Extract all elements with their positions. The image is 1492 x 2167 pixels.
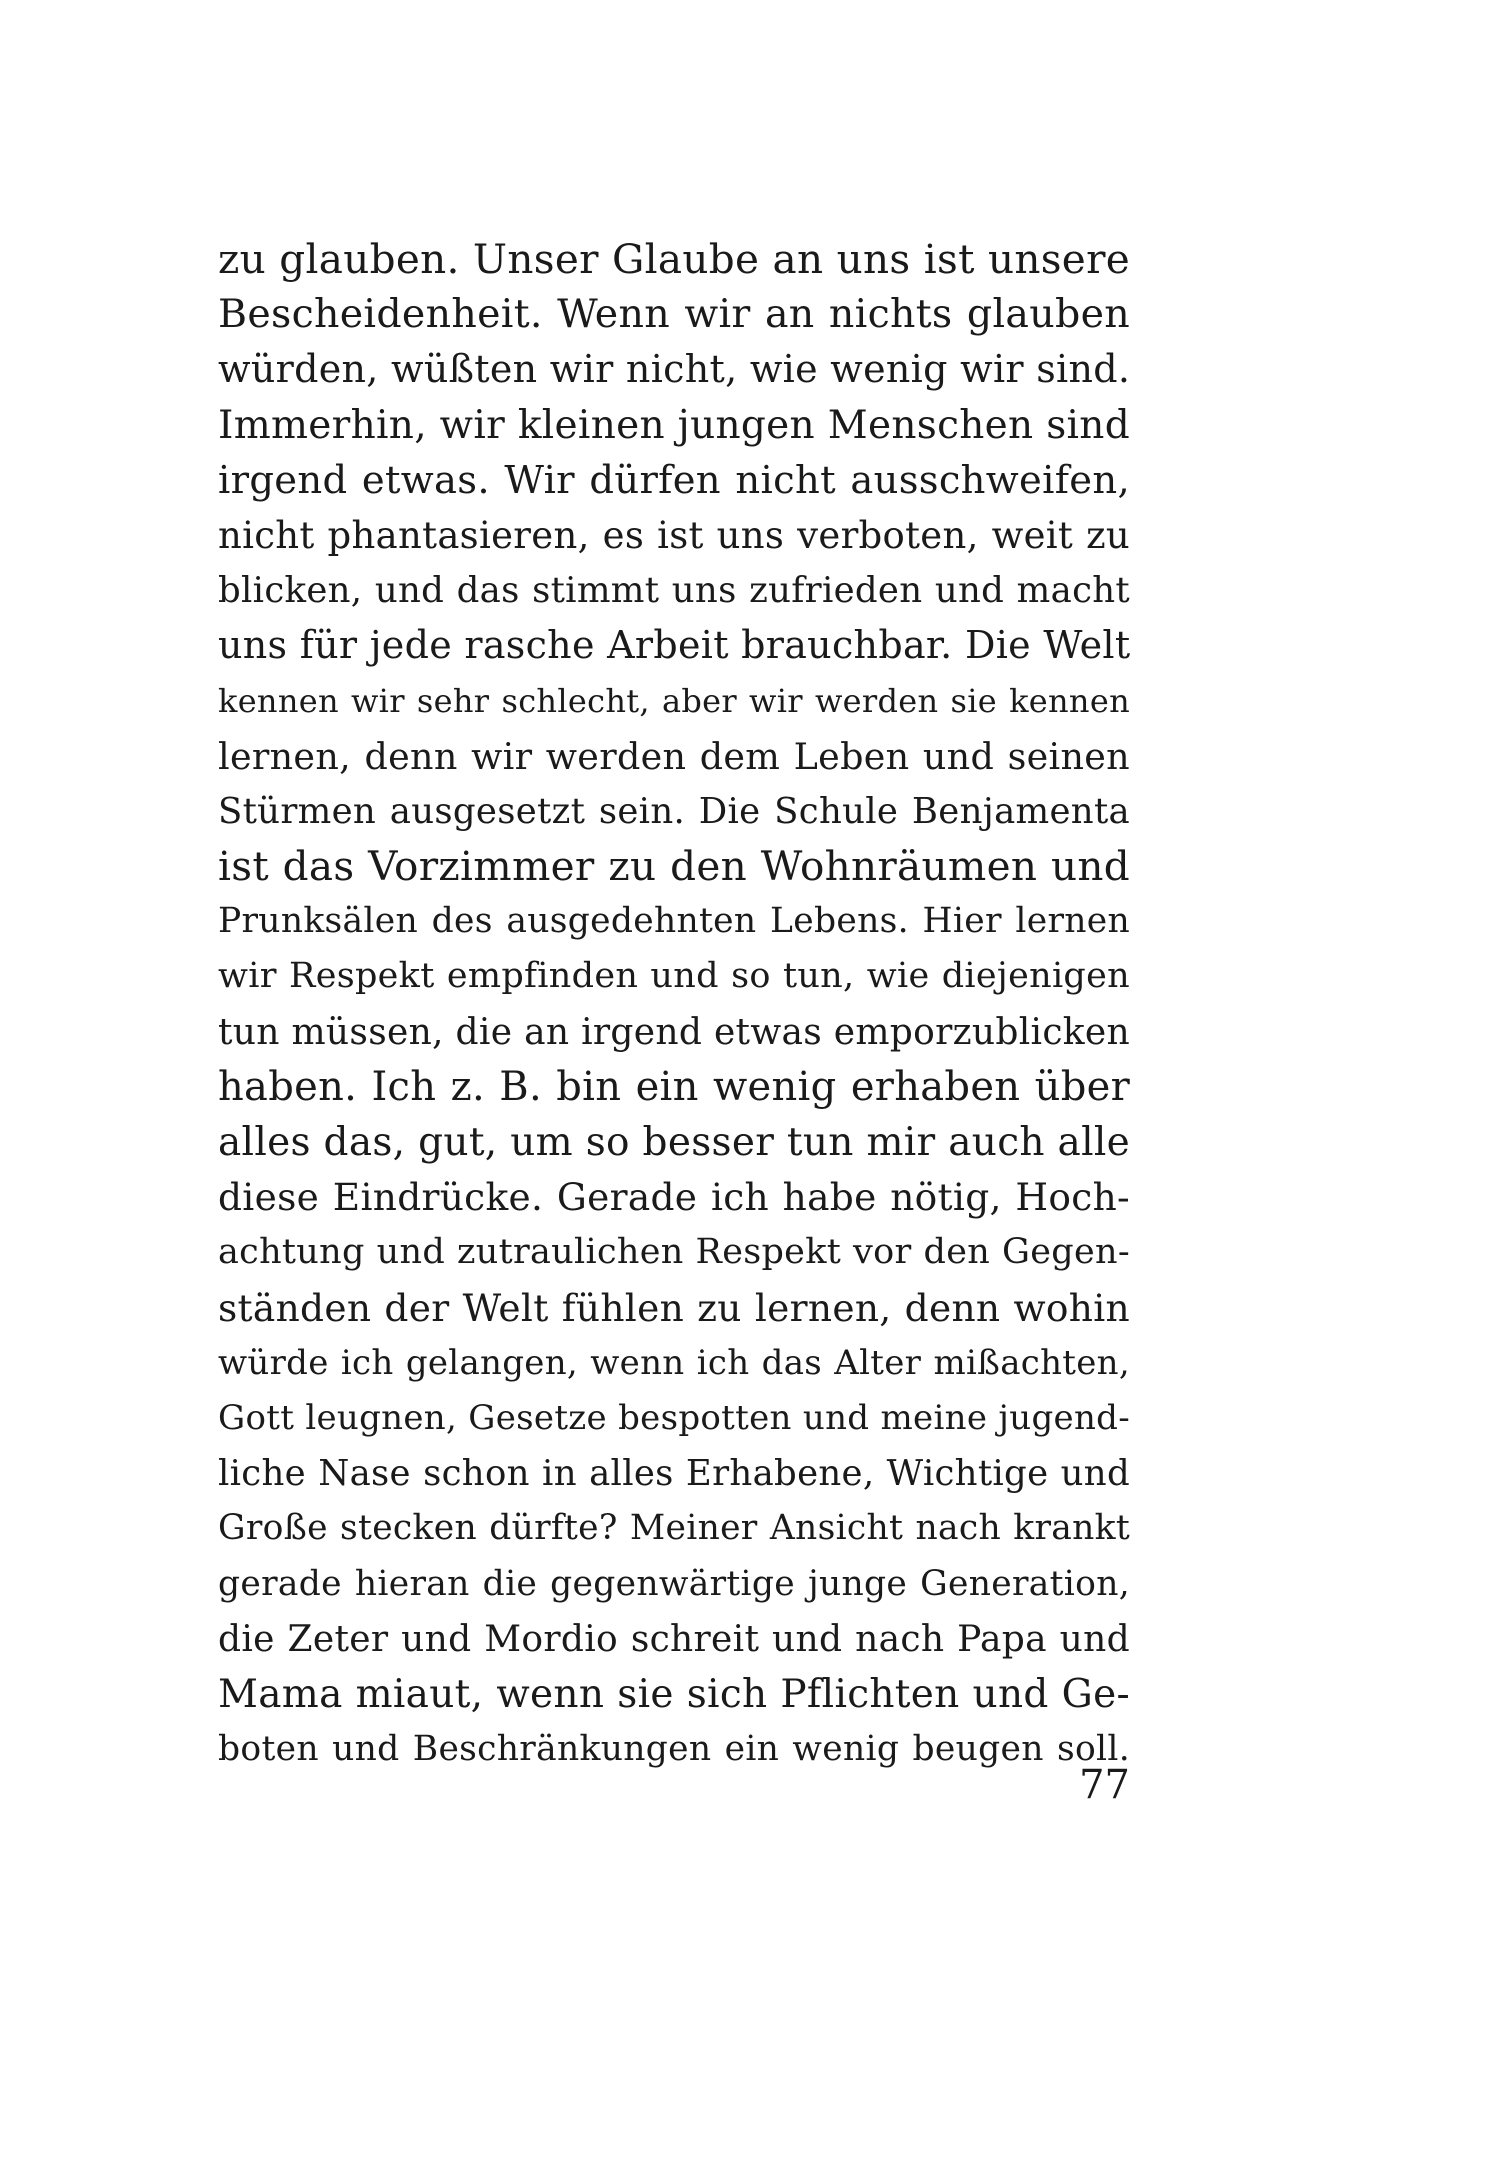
text-line: Gott leugnen, Gesetze bespotten und meine jugend-: [218, 1397, 1130, 1438]
text-line: achtung und zutraulichen Respekt vor den Gegen-: [218, 1232, 1130, 1273]
text-line: gerade hieran die gegenwärtige junge Generation,: [218, 1563, 1130, 1604]
text-line: haben. Ich z. B. bin ein wenig erhaben über: [218, 1063, 1130, 1110]
text-line: irgend etwas. Wir dürfen nicht ausschweifen,: [218, 457, 1130, 503]
body-text: [218, 232, 1130, 1777]
text-line: ständen der Welt fühlen zu lernen, denn wohin: [218, 1285, 1130, 1330]
text-line: Mama miaut, wenn sie sich Pflichten und Ge-: [218, 1671, 1130, 1717]
text-line: alles das, gut, um so besser tun mir auch alle: [218, 1120, 1130, 1165]
text-line: Immerhin, wir kleinen jungen Menschen sind: [218, 402, 1130, 448]
text-line: ist das Vorzimmer zu den Wohnräumen und: [218, 842, 1130, 891]
text-line: zu glauben. Unser Glaube an uns ist unsere: [218, 235, 1130, 283]
text-line: tun müssen, die an irgend etwas emporzublicken: [218, 1011, 1130, 1053]
page-number: 77: [1079, 1762, 1130, 1808]
text-line: lernen, denn wir werden dem Leben und seinen: [218, 734, 1130, 778]
text-line: kennen wir sehr schlecht, aber wir werden sie kennen: [218, 681, 1130, 720]
text-line: Bescheidenheit. Wenn wir an nichts glauben: [218, 291, 1130, 338]
text-line: boten und Beschränkungen ein wenig beugen soll.: [218, 1729, 1130, 1770]
text-line: würde ich gelangen, wenn ich das Alter mißachten,: [218, 1342, 1130, 1383]
text-line: Stürmen ausgesetzt sein. Die Schule Benjamenta: [218, 790, 1130, 832]
text-line: Große stecken dürfte? Meiner Ansicht nach krankt: [218, 1508, 1130, 1549]
text-line: blicken, und das stimmt uns zufrieden und macht: [218, 570, 1130, 612]
text-line: würden, wüßten wir nicht, wie wenig wir sind.: [218, 347, 1131, 392]
text-line: uns für jede rasche Arbeit brauchbar. Die Welt: [218, 623, 1131, 668]
text-line: liche Nase schon in alles Erhabene, Wichtige und: [218, 1453, 1130, 1495]
text-line: Prunksälen des ausgedehnten Lebens. Hier lernen: [218, 901, 1130, 942]
text-line: die Zeter und Mordio schreit und nach Papa und: [218, 1618, 1130, 1660]
text-line: nicht phantasieren, es ist uns verboten, weit zu: [218, 513, 1130, 557]
text-line: wir Respekt empfinden und so tun, wie diejenigen: [218, 956, 1130, 997]
text-line: diese Eindrücke. Gerade ich habe nötig, Hoch-: [218, 1175, 1130, 1220]
